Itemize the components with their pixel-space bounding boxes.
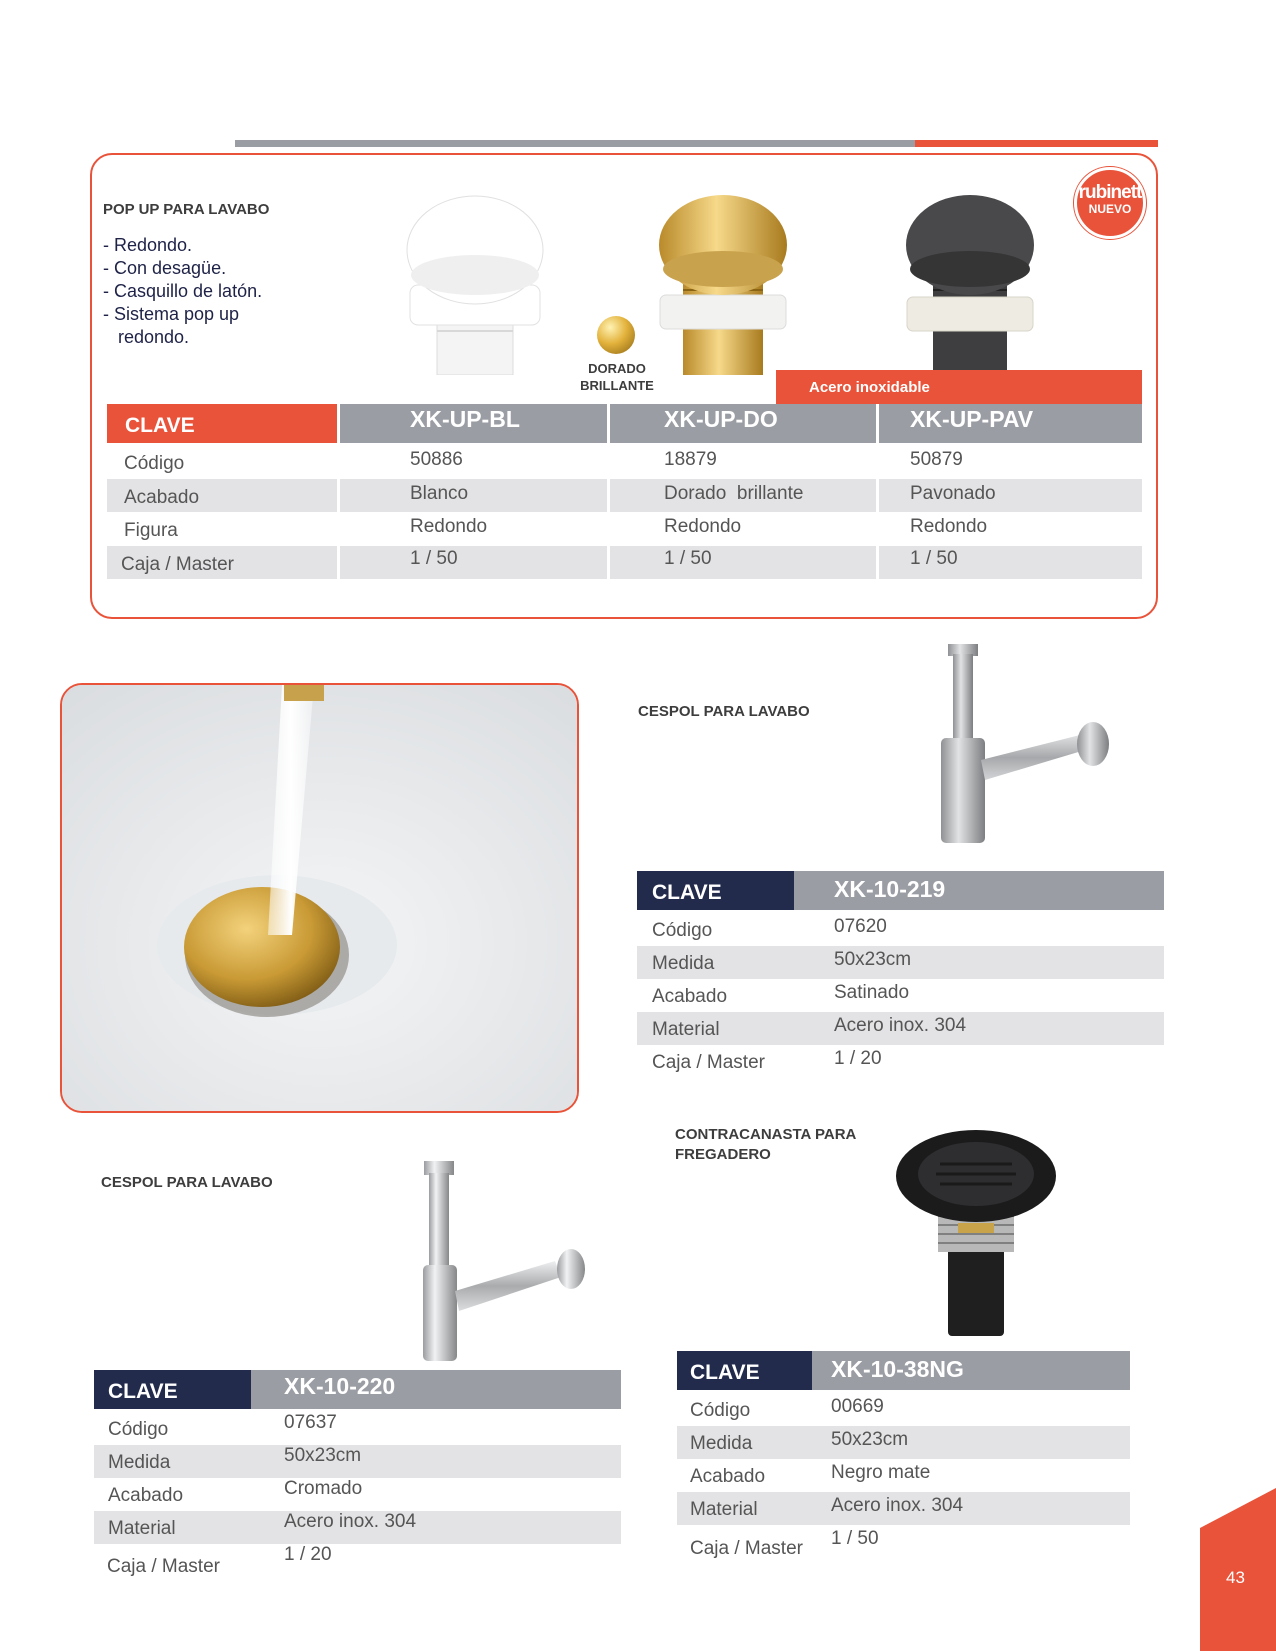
heading-line: FREGADERO (675, 1146, 771, 1163)
model-header: XK-UP-DO (610, 404, 876, 443)
table-row (637, 913, 1164, 946)
gunmetal-popup-image (895, 195, 1045, 375)
row-value: 1 / 50 (831, 1528, 879, 1549)
row-value: Redondo (664, 516, 742, 537)
sink-drain-photo (60, 683, 579, 1113)
row-value: 18879 (664, 449, 717, 470)
row-value: 50879 (910, 449, 963, 470)
table-row (94, 1412, 621, 1445)
row-label: Código (690, 1400, 751, 1421)
row-value: Blanco (340, 479, 607, 512)
swatch-label: DORADO BRILLANTE (580, 361, 654, 393)
row-value: 1 / 50 (879, 546, 1142, 579)
header-rule-red (915, 140, 1158, 147)
row-label: Caja / Master (652, 1052, 765, 1073)
row-label: Caja / Master (107, 1556, 220, 1577)
clave-header: CLAVE (677, 1351, 812, 1390)
row-label: Acabado (107, 479, 337, 512)
row-label: Medida (108, 1452, 171, 1473)
row-value: 1 / 20 (284, 1544, 332, 1565)
clave-header: CLAVE (94, 1370, 251, 1409)
table-row (107, 479, 1142, 512)
table-row (107, 546, 1142, 579)
row-value: Dorado brillante (610, 479, 876, 512)
row-label: Acabado (690, 1466, 766, 1487)
table-row (637, 979, 1164, 1012)
table-row (677, 1525, 1130, 1558)
cespol-satin-image (915, 640, 1125, 845)
material-tag: Acero inoxidable (776, 370, 1142, 404)
cespol-220-heading: CESPOL PARA LAVABO (101, 1174, 273, 1191)
model-header: XK-UP-BL (340, 404, 607, 443)
badge-label: NUEVO (1088, 202, 1132, 216)
heading-line: CONTRACANASTA PARA (675, 1126, 857, 1143)
table-header-row (677, 1351, 1130, 1390)
row-label: Código (124, 453, 185, 474)
badge-brand: rubinett (1078, 182, 1142, 203)
row-label: Código (652, 920, 713, 941)
row-value: 50x23cm (834, 949, 912, 970)
row-label: Medida (690, 1433, 753, 1454)
row-value: Acero inox. 304 (831, 1495, 964, 1516)
model-header: XK-10-219 (794, 871, 1164, 910)
table-row (677, 1492, 1130, 1525)
row-value: 1 / 50 (610, 546, 876, 579)
white-popup-image (400, 195, 550, 375)
cespol-219-table (637, 871, 1164, 1076)
table-row (637, 946, 1164, 979)
row-label: Material (690, 1499, 758, 1520)
feature-item: - Redondo. (103, 235, 193, 255)
row-label: Medida (652, 953, 715, 974)
row-value: Redondo (910, 516, 988, 537)
row-value: 00669 (831, 1396, 884, 1417)
table-row (677, 1393, 1130, 1426)
table-row (107, 512, 1142, 545)
row-label: Acabado (652, 986, 728, 1007)
table-row (94, 1445, 621, 1478)
row-label: Caja / Master (107, 546, 337, 579)
table-row (677, 1459, 1130, 1492)
table-row (94, 1478, 621, 1511)
page-number: 43 (1226, 1568, 1245, 1587)
clave-header: CLAVE (107, 404, 337, 443)
cespol-220-table (94, 1370, 621, 1575)
cespol-chrome-image (415, 1153, 595, 1363)
table-header-row (107, 404, 1142, 443)
row-value: Acero inox. 304 (284, 1511, 417, 1532)
table-header-row (637, 871, 1164, 910)
nuevo-badge (1074, 167, 1146, 239)
row-value: Negro mate (831, 1462, 931, 1483)
table-row (637, 1012, 1164, 1045)
contracanasta-heading (675, 1125, 856, 1165)
row-value: 50x23cm (284, 1445, 362, 1466)
feature-item: - Sistema pop up (103, 304, 240, 324)
feature-item: - Con desagüe. (103, 258, 227, 278)
row-value: Cromado (284, 1478, 363, 1499)
row-label: Caja / Master (690, 1538, 803, 1559)
contracanasta-table (677, 1351, 1130, 1559)
row-label: Código (108, 1419, 169, 1440)
row-label: Material (108, 1518, 176, 1539)
popup-feature-list (103, 234, 262, 349)
table-row (94, 1511, 621, 1544)
model-header: XK-UP-PAV (879, 404, 1142, 443)
row-value: Pavonado (879, 479, 1142, 512)
popup-spec-table (107, 404, 1142, 579)
row-value: 07620 (834, 916, 887, 937)
basket-strainer-image (890, 1128, 1060, 1338)
cespol-219-heading: CESPOL PARA LAVABO (638, 703, 810, 720)
row-value: 1 / 20 (834, 1048, 882, 1069)
popup-heading: POP UP PARA LAVABO (103, 201, 270, 218)
row-label: Acabado (108, 1485, 184, 1506)
table-header-row (94, 1370, 621, 1409)
row-value: 50886 (410, 449, 463, 470)
row-value: 1 / 50 (340, 546, 607, 579)
gold-popup-image (648, 195, 798, 375)
feature-item: redondo. (103, 327, 190, 347)
row-value: Acero inox. 304 (834, 1015, 967, 1036)
table-row (94, 1544, 621, 1577)
gold-swatch (597, 316, 635, 354)
row-value: Redondo (410, 516, 488, 537)
row-value: Satinado (834, 982, 910, 1003)
row-value: 50x23cm (831, 1429, 909, 1450)
table-row (107, 445, 1142, 478)
model-header: XK-10-220 (251, 1370, 621, 1409)
header-rule-gray (235, 140, 915, 147)
row-label: Figura (124, 520, 178, 541)
model-header: XK-10-38NG (812, 1351, 1130, 1390)
clave-header: CLAVE (637, 871, 794, 910)
row-value: 07637 (284, 1412, 337, 1433)
feature-item: - Casquillo de latón. (103, 281, 263, 301)
table-row (677, 1426, 1130, 1459)
row-label: Material (652, 1019, 720, 1040)
table-row (637, 1045, 1164, 1078)
